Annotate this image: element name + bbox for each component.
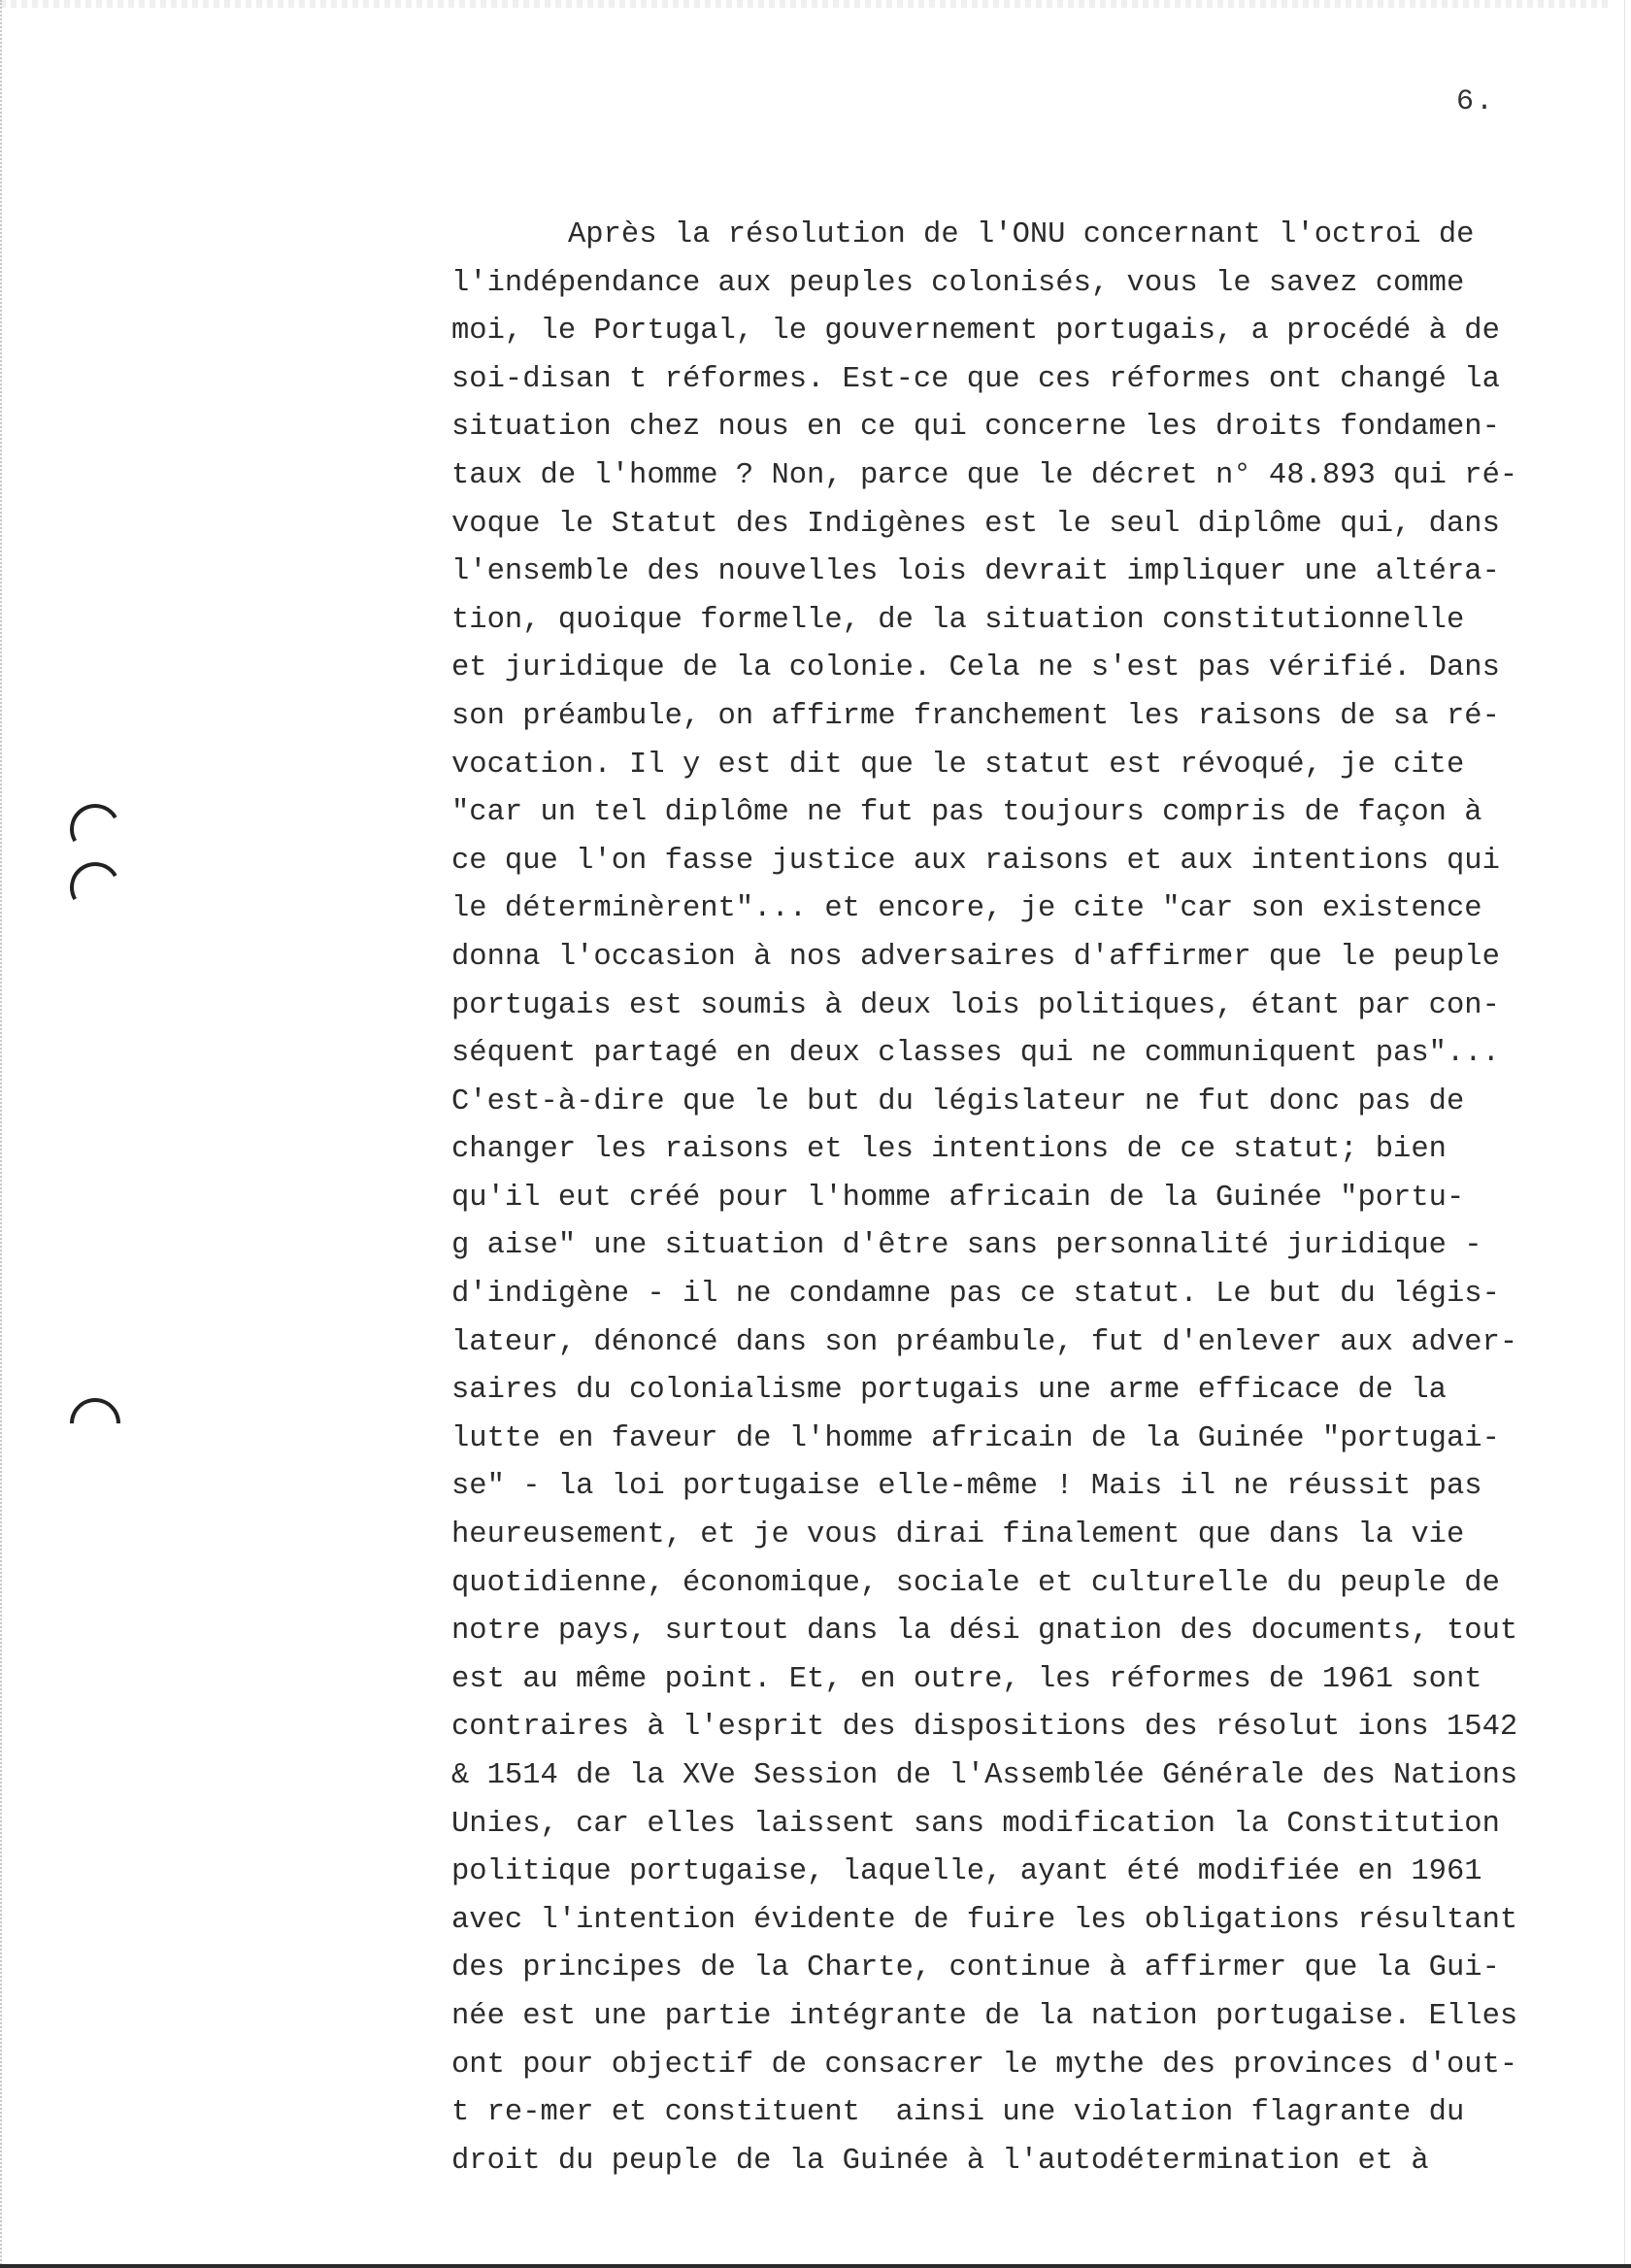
- left-page-edge: [0, 0, 8, 2268]
- text-line: née est une partie intégrante de la nation portugaise. Elles: [451, 1999, 1518, 2033]
- text-line: donna l'occasion à nos adversaires d'affirmer que le peuple: [451, 940, 1500, 974]
- text-line: notre pays, surtout dans la dési gnation des documents, tout: [451, 1615, 1518, 1649]
- text-line: soi-disan t réformes. Est-ce que ces réformes ont changé la: [451, 362, 1500, 396]
- text-line: "car un tel diplôme ne fut pas toujours compris de façon à: [451, 796, 1482, 830]
- text-line: Après la résolution de l'ONU concernant l'octroi de: [568, 218, 1475, 251]
- text-line: ce que l'on fasse justice aux raisons et aux intentions qui: [451, 844, 1500, 878]
- text-line: se" - la loi portugaise elle-même ! Mais il ne réussit pas: [451, 1470, 1482, 1504]
- text-line: l'ensemble des nouvelles lois devrait impliquer une altéra-: [451, 555, 1500, 589]
- text-line: Unies, car elles laissent sans modification la Constitution: [451, 1807, 1500, 1841]
- page-number: 6.: [1456, 85, 1496, 118]
- text-line: séquent partagé en deux classes qui ne communiquent pas"...: [451, 1037, 1500, 1071]
- text-line: quotidienne, économique, sociale et culturelle du peuple de: [451, 1566, 1500, 1600]
- text-line: vocation. Il y est dit que le statut est révoqué, je cite: [451, 748, 1465, 782]
- text-line: voque le Statut des Indigènes est le seul diplôme qui, dans: [451, 507, 1500, 541]
- bottom-page-edge: [0, 2264, 1631, 2268]
- text-line: lateur, dénoncé dans son préambule, fut d'enlever aux adver-: [451, 1325, 1518, 1359]
- punch-hole-mark: [64, 798, 126, 860]
- text-line: heureusement, et je vous dirai finalement que dans la vie: [451, 1518, 1465, 1552]
- punch-hole-mark: [59, 1387, 131, 1459]
- text-line: d'indigène - il ne condamne pas ce statut. Le but du légis-: [451, 1278, 1500, 1312]
- text-line: lutte en faveur de l'homme africain de la Guinée "portugai-: [451, 1421, 1500, 1455]
- text-line: t re-mer et constituent ainsi une violation flagrante du: [451, 2096, 1465, 2130]
- text-line: C'est-à-dire que le but du législateur ne fut donc pas de: [451, 1084, 1465, 1118]
- text-line: l'indépendance aux peuples colonisés, vous le savez comme: [451, 266, 1465, 300]
- text-line: avec l'intention évidente de fuire les obligations résultant: [451, 1903, 1518, 1937]
- text-line: est au même point. Et, en outre, les réformes de 1961 sont: [451, 1662, 1482, 1696]
- top-edge-smudge: [0, 0, 1612, 8]
- text-line: portugais est soumis à deux lois politiques, étant par con-: [451, 988, 1500, 1022]
- text-line: g aise" une situation d'être sans personnalité juridique -: [451, 1229, 1482, 1263]
- text-line: qu'il eut créé pour l'homme africain de la Guinée "portu-: [451, 1181, 1465, 1215]
- text-line: droit du peuple de la Guinée à l'autodétermination et à: [451, 2144, 1429, 2178]
- text-line: contraires à l'esprit des dispositions des résolut ions 1542: [451, 1711, 1518, 1745]
- text-line: des principes de la Charte, continue à affirmer que la Gui-: [451, 1951, 1500, 1985]
- text-line: situation chez nous en ce qui concerne les droits fondamen-: [451, 411, 1500, 445]
- text-line: son préambule, on affirme franchement les raisons de sa ré-: [451, 699, 1500, 733]
- text-line: taux de l'homme ? Non, parce que le décret n° 48.893 qui ré-: [451, 458, 1518, 492]
- text-line: tion, quoique formelle, de la situation constitutionnelle: [451, 603, 1465, 637]
- text-line: politique portugaise, laquelle, ayant été modifiée en 1961: [451, 1855, 1482, 1889]
- text-line: saires du colonialisme portugais une arme efficace de la: [451, 1374, 1447, 1408]
- body-paragraph: [451, 212, 1616, 2185]
- text-line: & 1514 de la XVe Session de l'Assemblée Générale des Nations: [451, 1759, 1518, 1792]
- text-line: et juridique de la colonie. Cela ne s'est pas vérifié. Dans: [451, 651, 1500, 685]
- text-line: ont pour objectif de consacrer le mythe des provinces d'out-: [451, 2048, 1518, 2082]
- punch-hole-mark: [64, 856, 126, 918]
- text-line: changer les raisons et les intentions de ce statut; bien: [451, 1133, 1447, 1167]
- right-page-edge: [1622, 0, 1625, 2268]
- text-line: le déterminèrent"... et encore, je cite "car son existence: [451, 892, 1482, 926]
- text-line: moi, le Portugal, le gouvernement portugais, a procédé à de: [451, 315, 1500, 349]
